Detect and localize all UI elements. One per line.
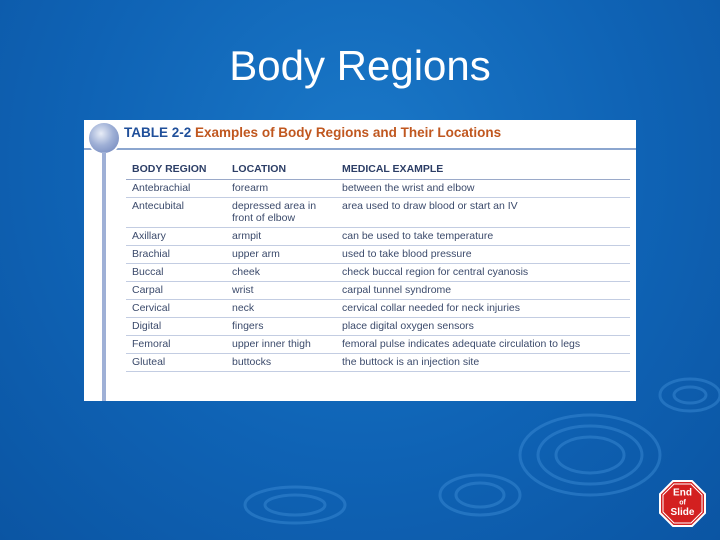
- cell-location: depressed area in front of elbow: [226, 198, 336, 228]
- cell-example: cervical collar needed for neck injuries: [336, 300, 630, 318]
- cell-example: can be used to take temperature: [336, 228, 630, 246]
- cell-region: Antecubital: [126, 198, 226, 228]
- table-image: [84, 120, 636, 401]
- cell-location: wrist: [226, 282, 336, 300]
- end-label-line2: of: [679, 499, 686, 507]
- cell-location: cheek: [226, 264, 336, 282]
- cell-example: carpal tunnel syndrome: [336, 282, 630, 300]
- column-header-example: MEDICAL EXAMPLE: [336, 160, 630, 180]
- end-label-line1: End: [673, 487, 692, 499]
- table-row: [126, 300, 630, 318]
- cell-location: upper arm: [226, 246, 336, 264]
- table-number: TABLE 2-2: [124, 125, 192, 140]
- cell-region: Gluteal: [126, 354, 226, 372]
- cell-region: Cervical: [126, 300, 226, 318]
- cell-example: femoral pulse indicates adequate circulation to legs: [336, 336, 630, 354]
- cell-example: between the wrist and elbow: [336, 180, 630, 198]
- cell-location: armpit: [226, 228, 336, 246]
- cell-region: Brachial: [126, 246, 226, 264]
- cell-example: used to take blood pressure: [336, 246, 630, 264]
- cell-location: upper inner thigh: [226, 336, 336, 354]
- cell-example: the buttock is an injection site: [336, 354, 630, 372]
- cell-region: Antebrachial: [126, 180, 226, 198]
- table-header-bar: [84, 120, 636, 150]
- table-row: [126, 228, 630, 246]
- column-header-region: BODY REGION: [126, 160, 226, 180]
- table-row: [126, 336, 630, 354]
- cell-location: fingers: [226, 318, 336, 336]
- body-regions-table: [126, 160, 630, 372]
- cell-region: Axillary: [126, 228, 226, 246]
- table-side-bar: [102, 152, 106, 401]
- table-row: [126, 264, 630, 282]
- column-header-location: LOCATION: [226, 160, 336, 180]
- table-caption: [124, 125, 501, 140]
- end-of-slide-button[interactable]: [659, 480, 706, 527]
- end-label-line3: Slide: [670, 507, 695, 518]
- cell-region: Femoral: [126, 336, 226, 354]
- table-header-row: [126, 160, 630, 180]
- table-row: [126, 318, 630, 336]
- slide-title: Body Regions: [229, 42, 491, 89]
- cell-location: buttocks: [226, 354, 336, 372]
- cell-location: forearm: [226, 180, 336, 198]
- cell-location: neck: [226, 300, 336, 318]
- cell-example: check buccal region for central cyanosis: [336, 264, 630, 282]
- cell-region: Buccal: [126, 264, 226, 282]
- table-row: [126, 198, 630, 228]
- circle-badge-icon: [89, 123, 119, 153]
- cell-region: Carpal: [126, 282, 226, 300]
- table-row: [126, 180, 630, 198]
- table-row: [126, 246, 630, 264]
- cell-region: Digital: [126, 318, 226, 336]
- cell-example: place digital oxygen sensors: [336, 318, 630, 336]
- cell-example: area used to draw blood or start an IV: [336, 198, 630, 228]
- table-row: [126, 354, 630, 372]
- table-caption-text: Examples of Body Regions and Their Locations: [195, 125, 502, 140]
- table-row: [126, 282, 630, 300]
